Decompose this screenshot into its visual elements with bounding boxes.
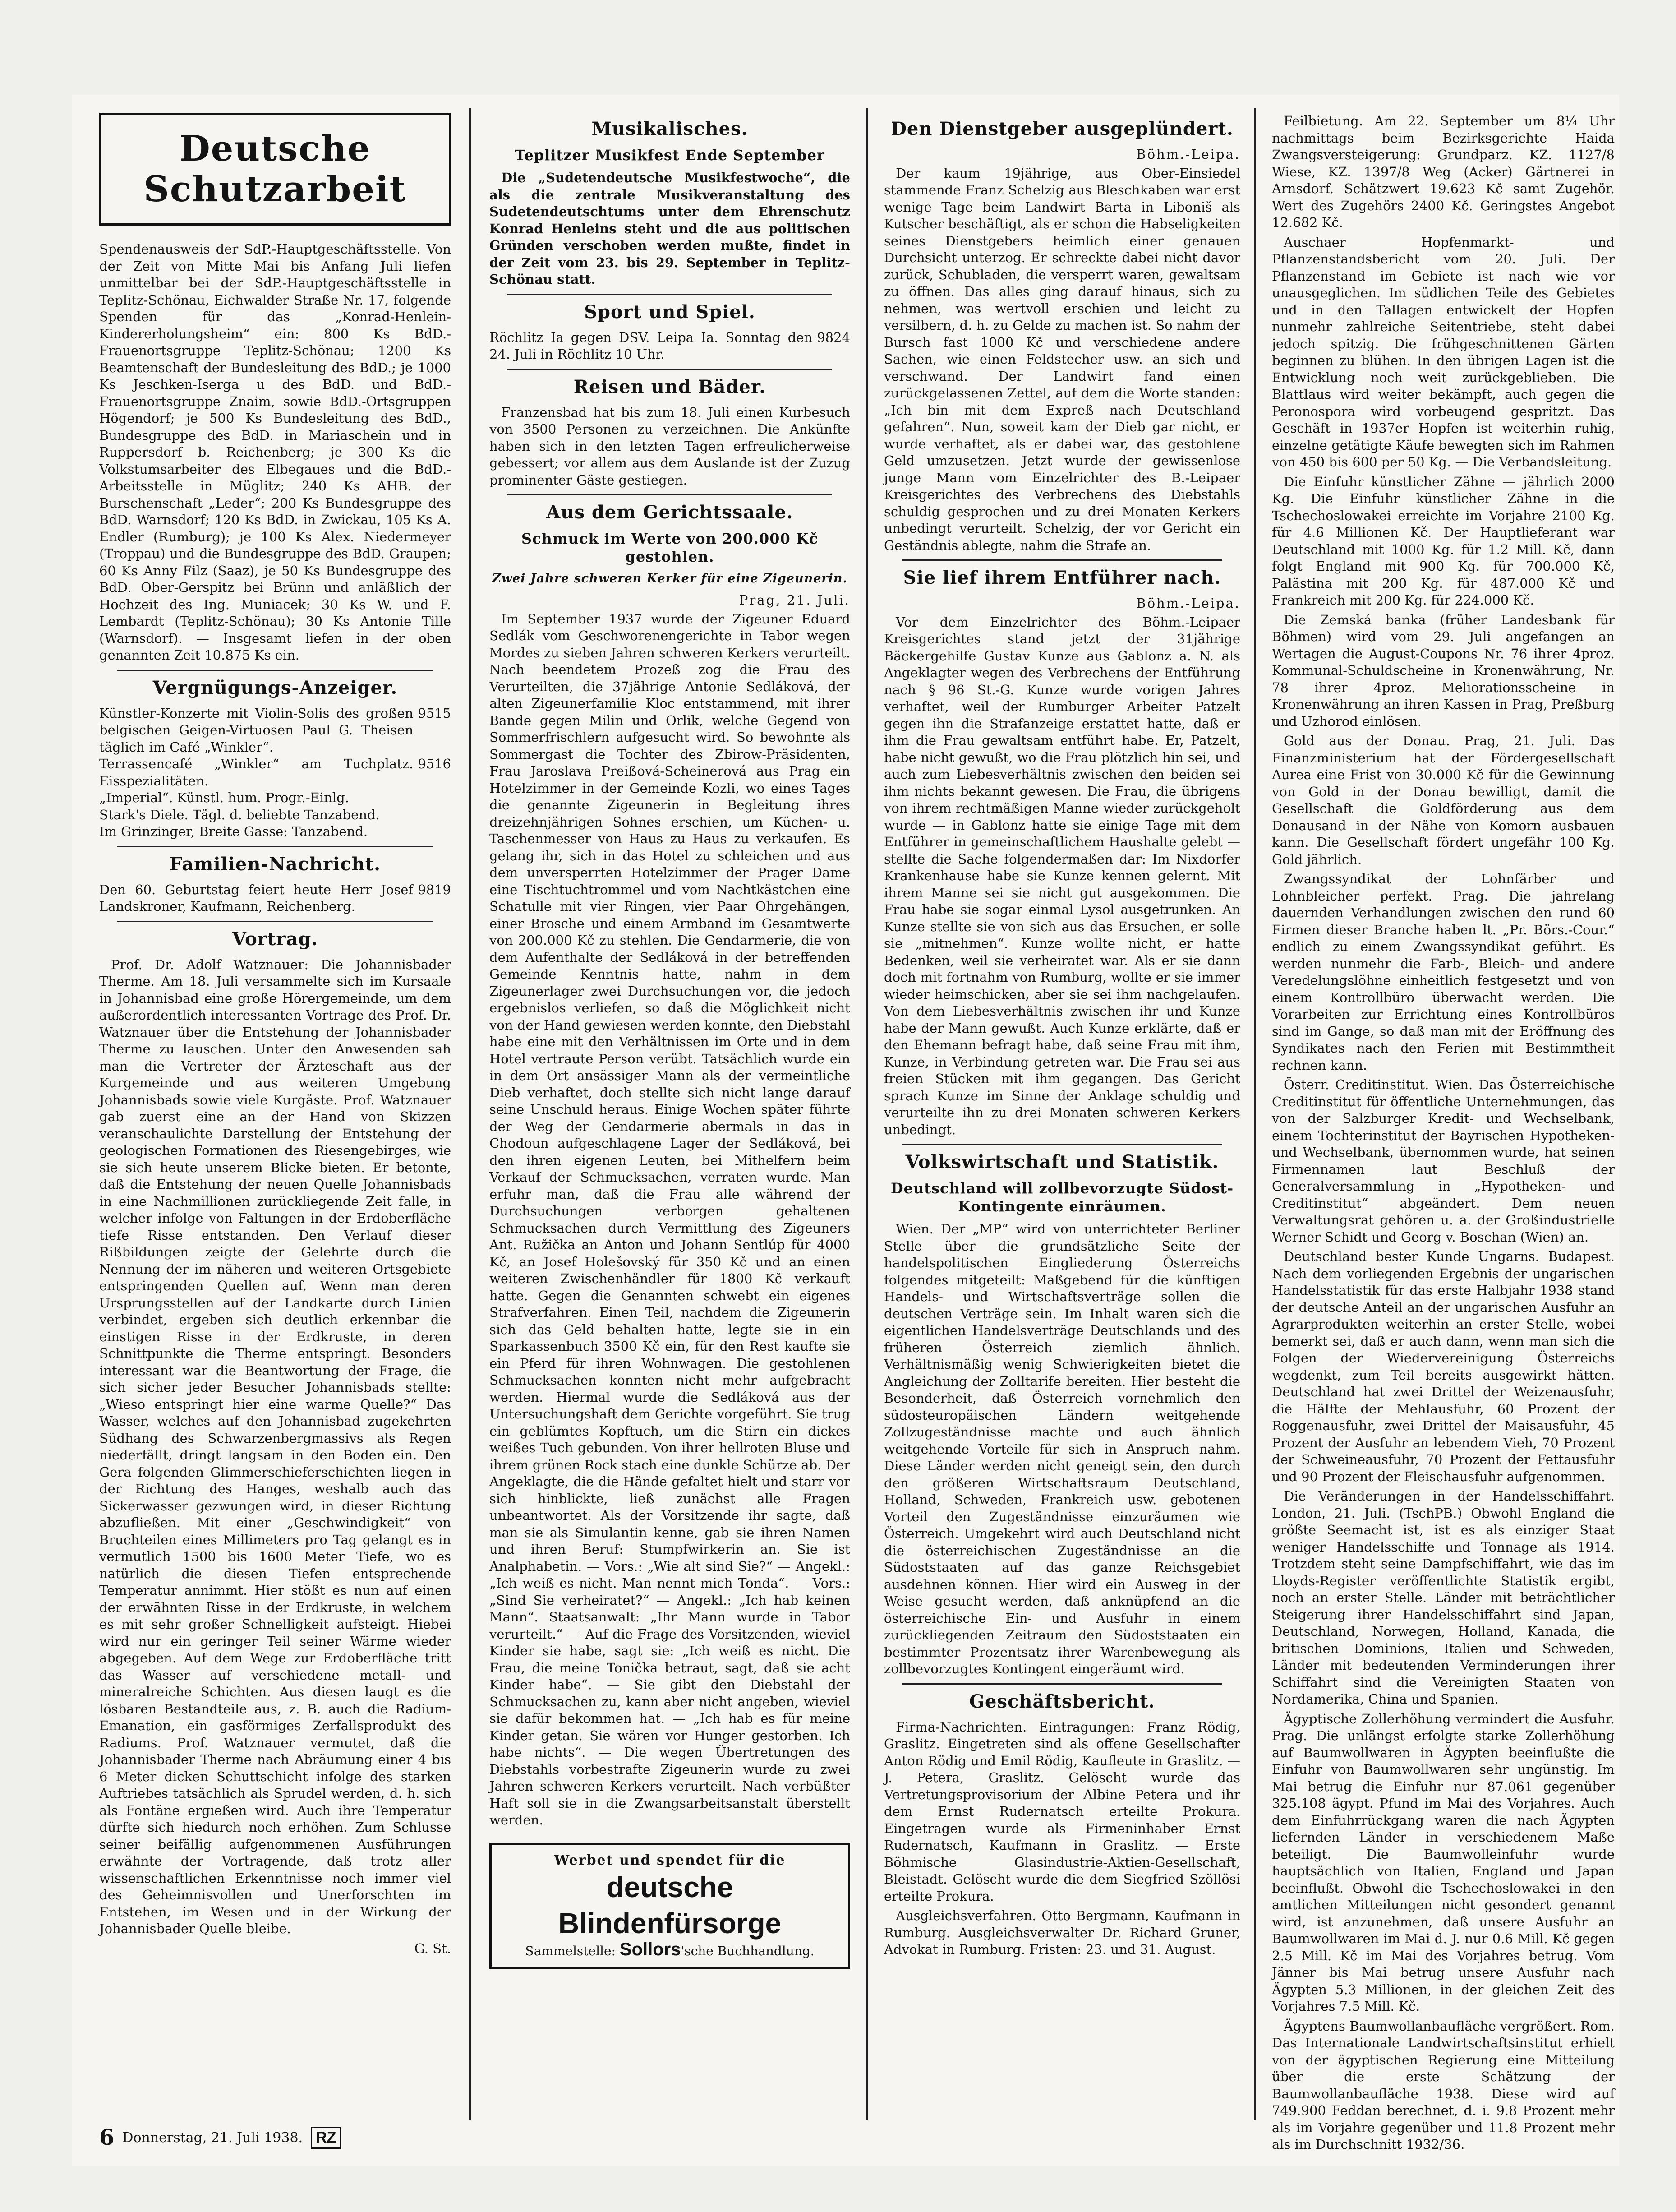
gericht-article: Im September 1937 wurde der Zigeuner Eduard Sedlák vom Geschworenengerichte in Tabor wegen Mordes zu sieben Jahren schweren Kerkers verurteilt. Nach beendetem Prozeß zog die Frau des Verurteilten, die 37jährige Antonie Sedláková, der alten Zigeunerfamilie Kloc entstammend, mit ihrer Bande gegen Milin und Orlik, welche Gegend von Sommerfrischlern aufgesucht wird. So bewohnte als Sommergast die Tochter des Zbirow-Präsidenten, Frau Jaroslava Preißová-Scheinerová aus Prag ein Hotelzimmer in der Gemeinde Kozli, wo eines Tages die genannte Zigeunerin in Begleitung ihres dreizehnjährigen Sohnes erschien, um Küchen- u. Taschenmesser von Haus zu Haus zu verkaufen. Es gelang ihr, sich in das Hotel zu schleichen und aus dem unversperrten Hotelzimmer der Prager Dame eine Tischtuchtrommel und vom Nachtkästchen eine Schatulle mit vier Ringen, vier Paar Ohrgehängen, einer Brosche und einem Armband im Gesamtwerte von 200.000 Kč zu stehlen. Die Gendarmerie, die von dem Aufenthalte der Sedláková in der betreffenden Gemeinde Kenntnis hatte, nahm in dem Zigeunerlager zwei Durchsuchungen vor, die jedoch ergebnislos verliefen, so daß die Möglichkeit nicht von der Hand gewiesen werden konnte, den Diebstahl habe eine mit den Verhältnissen im Orte und in dem Hotel vertraute Person verübt. Tatsächlich wurde ein in dem Ort ansässiger Mann als der vermeintliche Dieb verhaftet, doch stellte sich nicht lange darauf seine Unschuld heraus. Einige Wochen später führte der Weg der Gendarmerie abermals in das in Chodoun aufgeschlagene Lager der Sedláková, bei den ihren eigenen Leuten, bei Mithelfern beim Verkauf der Schmucksachen, verraten wurde. Man erfuhr man, daß die Frau alle während der Durchsuchungen verborgen gehaltenen Schmucksachen durch Vermittlung des Zigeuners Ant. Ružička an Anton und Johann Sentlúp für 4000 Kč, an Josef Holešovský für 350 Kč und an einen weiteren Zwischenhändler für 1800 Kč verkauft hatte. Gegen die Genannten schwebt ein eigenes Strafverfahren. Einen Teil, nachdem die Zigeunerin sich das Geld behalten hatte, legte sie in ein Sparkassenbuch 3500 Kč ein, für den Rest kaufte sie ein Pferd für ihren Wohnwagen. Die gestohlenen Schmucksachen konnten nicht mehr aufgebracht werden. Hiermal wurde die Sedláková aus der Untersuchungshaft dem Gerichte vorgeführt. Sie trug ein geblümtes Kopftuch, um die Stirn ein dickes weißes Tuch gebunden. Von ihrer hellroten Bluse und ihrem grünen Rock stach eine dunkle Schürze ab. Der Angeklagte, die die Hände gefaltet hielt und starr vor sich hinblickte, ließ zunächst alle Fragen unbeantwortet. Als der Vorsitzende ihr sagte, daß man sie als Simulantin kenne, gab sie ihren Namen und ihren Beruf: Stumpfwirkerin an. Sie ist Analphabetin. — Vors.: „Wie alt sind Sie?“ — Angekl.: „Ich weiß es nicht. Man nennt mich Tonda“. — Vors.: „Sind Sie verheiratet?“ — Angekl.: „Ich hab keinen Mann“. Staatsanwalt: „Ihr Mann wurde in Tabor verurteilt.“ — Auf die Frage des Vorsitzenden, wieviel Kinder sie habe, sagt sie: „Ich weiß es nicht. Die Frau, die meine Tonička betraut, sagt, daß sie acht Kinder habe“. — Sie gibt den Diebstahl der Schmucksachen zu, kann aber nicht angeben, wieviel sie dafür bekommen hat. — „Ich hab es für meine Kinder getan. Sie wären vor Hunger gestorben. Ich habe nichts“. — Die wegen Übertretungen des Diebstahls vorbestrafte Zigeunerin wurde zu zwei Jahren schweren Kerkers verurteilt. Nach verbüßter Haft soll sie in die Zwangsarbeitsanstalt überstellt werden.	[489, 611, 850, 1828]
news-item: Die Einfuhr künstlicher Zähne — jährlich 2000 Kg. Die Einfuhr künstlicher Zähne in die Tschechoslowakei erreichte im Vorjahre 2100 Kg. für 4.6 Millionen Kč. Der Hauptlieferant war Deutschland mit 1000 Kg. für 1.2 Mill. Kč, dann folgt England mit 900 Kg. für 700.000 Kč, Palästina mit 200 Kg. für 487.000 Kč und Frankreich mit 200 Kg. für 224.000 Kč.	[1272, 474, 1615, 608]
page-footer	[99, 2125, 451, 2150]
vortrag-signature: G. St.	[414, 1940, 451, 1956]
musik-heading: Musikalisches.	[591, 118, 748, 139]
familien-number: 9819	[418, 882, 451, 897]
reisen-heading: Reisen und Bäder.	[573, 376, 766, 397]
news-item: Ägyptische Zollerhöhung vermindert die Ausfuhr. Prag. Die unlängst erfolgte starke Zollerhöhung auf Baumwollwaren in Ägypten beeinflußte die Einfuhr von Baumwollwaren sehr ungünstig. Im Mai betrug die Einfuhr nur 87.061 gegenüber 325.108 ägypt. Pfund im Mai des Vorjahres. Auch dem Einfuhrrückgang waren die nach Ägypten liefernden Länder in verschiedenem Maße beteiligt. Die Baumwolleinfuhr wurde hauptsächlich von Italien, England und Japan beeinflußt. Obwohl die Tschechoslowakei in den amtlichen Mitteilungen nicht gesondert genannt wird, ist anzunehmen, daß unsere Ausfuhr an Baumwollwaren im Mai d. J. nur 0.6 Mill. Kč gegen 2.5 Mill. Kč im Mai des Vorjahres betrug. Vom Jänner bis Mai betrug unsere Ausfuhr nach Ägypten 5.3 Millionen, in der gleichen Zeit des Vorjahres 7.5 Mill. Kč.	[1272, 1711, 1615, 2014]
entfuehrer-heading: Sie lief ihrem Entführer nach.	[903, 567, 1221, 588]
news-item: Feilbietung. Am 22. September um 8¼ Uhr nachmittags beim Bezirksgerichte Haida Zwangsversteigerung: Grundparz. KZ. 1127/8 Wiese, KZ. 1397/8 Weg (Acker) Gärtnerei in Arnsdorf. Schätzwert 19.623 Kč samt Zugehör. Wert des Zugehörs 2400 Kč. Geringstes Angebot 12.682 Kč.	[1272, 113, 1615, 230]
ad-text: „Imperial“. Künstl. hum. Progr.-Einlg.	[99, 790, 349, 805]
news-item: Ägyptens Baumwollanbaufläche vergrößert. Rom. Das Internationale Landwirtschaftsinstitut erhielt von der ägyptischen Regierung eine Mitteilung über die erste Schätzung der Baumwollanbaufläche 1938. Diese wird auf 749.900 Feddan berechnet, d. i. 9.8 Prozent mehr als im Vorjahre gegenüber und 11.8 Prozent mehr als im Durchschnitt 1932/36.	[1272, 2018, 1615, 2152]
ad-number	[447, 807, 451, 824]
ad-list	[99, 705, 451, 840]
geschaeftsbericht-heading: Geschäftsbericht.	[969, 1690, 1156, 1712]
ad-item	[99, 807, 451, 824]
divider	[117, 670, 433, 671]
musik-subheading: Teplitzer Musikfest Ende September	[515, 147, 825, 164]
ad-item	[99, 823, 451, 840]
news-item: Die Veränderungen in der Handelsschiffahrt. London, 21. Juli. (TschPB.) Obwohl England die größte Seemacht ist, ist es als einziger Staat weniger Handelsschiffe und Tonnage als 1914. Trotzdem steht seine Dampfschiffahrt, wie das im Lloyds-Register veröffentlichte Statistik ergibt, noch an erster Stelle. Länder mit beträchtlicher Steigerung ihrer Handelsschiffahrt sind Japan, Deutschland, Norwegen, Holland, Kanada, die britischen Dominions, Italien und Schweden, Länder mit bedeutenden Verminderungen ihrer Schiffahrt sind die Vereinigten Staaten von Nordamerika, China und Spanien.	[1272, 1488, 1615, 1707]
reisen-article: Franzensbad hat bis zum 18. Juli einen Kurbesuch von 3500 Personen zu verzeichnen. Die Ankünfte haben sich in den letzten Tagen erfreulicherweise gebessert; vor allem aus dem Auslande ist der Zuzug prominenter Gäste gestiegen.	[489, 404, 850, 488]
ad-text: Im Grinzinger, Breite Gasse: Tanzabend.	[99, 824, 368, 839]
entfuehrer-article: Vor dem Einzelrichter des Böhm.-Leipaer Kreisgerichtes stand jetzt der 31jährige Bäckergehilfe Gustav Kunze aus Gablonz a. N. als Angeklagter wegen des Verbrechens der Entführung nach § 96 St.-G. Kunze wurde vorigen Jahres verhaftet, weil der Rumburger Arbeiter Patzelt gegen ihn die Strafanzeige erstattet hatte, daß er ihm die Frau gewaltsam entführt habe. Er, Patzelt, habe nicht gewußt, wo die Frau plötzlich hin sei, und auch zum Liebesverhältnis zwischen den beiden sei ihm nichts bekannt gewesen. Die Frau, die übrigens von ihrem rechtmäßigen Manne wieder zurückgeholt wurde — in Gablonz hatte sie einige Tage mit dem Entführer in gemeinschaftlichem Haushalte gelebt — stellte die Sache folgendermaßen dar: Im Nixdorfer Krankenhause habe sie Kunze kennen gelernt. Mit ihrem Manne sei sie nicht gut ausgekommen. Die Frau habe sie sogar einmal Lysol ausgetrunken. An Kunze stellte sie von sich aus das Ersuchen, er solle sie „mitnehmen“. Kunze wollte nicht, er hatte Bedenken, weil sie verheiratet war. Als er sie dann doch mit fortnahm von Rumburg, wollte er sie immer wieder heimschicken, aber sie sei ihm nachgelaufen. Von dem Liebesverhältnis zwischen ihr und Kunze habe der Mann gewußt. Auch Kunze erklärte, daß er den Ehemann befragt habe, daß seine Frau mit ihm, Kunze, in Verbindung getreten war. Die Frau sei aus freien Stücken mit ihm gegangen. Das Gericht sprach Kunze im Sinne der Anklage schuldig und verurteilte ihn zu drei Monaten schweren Kerkers unbedingt.	[884, 614, 1240, 1137]
ad-number: 9515	[418, 705, 451, 721]
divider	[507, 494, 832, 495]
divider	[902, 1683, 1222, 1685]
ad-item	[99, 705, 451, 756]
page-number: 6	[99, 2125, 115, 2150]
familien-heading: Familien-Nachricht.	[169, 853, 381, 875]
section-masthead: Deutsche Schutzarbeit	[99, 113, 451, 226]
ad-number: 9516	[418, 756, 451, 771]
ad-sollors: Sollors	[619, 1939, 681, 1959]
musik-article: Die „Sudetendeutsche Musikfestwoche“, die als die zentrale Musikveranstaltung des Sudetendeutschtums unter dem Ehrenschutz Konrad Henleins steht und die aus politischen Gründen verschoben werden mußte, findet in der Zeit vom 23. bis 29. September in Teplitz-Schönau statt.	[489, 170, 850, 287]
vergnuegungs-heading: Vergnügungs-Anzeiger.	[152, 677, 398, 698]
news-item: Österr. Creditinstitut. Wien. Das Österreichische Creditinstitut für öffentliche Unternehmungen, das von der Salzburger Kredit- und Wechselbank, einem Tochterinstitut der Bayrischen Hypotheken- und Wechselbank, übernommen wurde, hat seinen Firmennamen laut Beschluß der Generalversammlung in „Hypotheken- und Creditinstitut“ abgeändert. Dem neuen Verwaltungsrat gehören u. a. der Großindustrielle Werner Schidt und Georg v. Boschan (Wien) an.	[1272, 1077, 1615, 1245]
ad-number	[447, 823, 451, 840]
familien-text: Den 60. Geburtstag feiert heute Herr Josef Landskroner, Kaufmann, Reichenberg.	[99, 882, 414, 914]
news-item: Zwangssyndikat der Lohnfärber und Lohnbleicher perfekt. Prag. Die jahrelang dauernden Verhandlungen zwischen den rund 60 Firmen dieser Branche haben lt. „Pr. Börs.-Cour.“ endlich zu einem Zwangssyndikat geführt. Es werden nunmehr die Farb-, Bleich- und andere Veredelungslöhne einheitlich festgesetzt und von einem Kontrollbüro überwacht werden. Die Vorarbeiten zur Errichtung eines Kontrollbüros sind im Gange, so daß man mit der Eröffnung des Syndikates nach den Ferien mit Bestimmtheit rechnen kann.	[1272, 871, 1615, 1073]
volkswirtschaft-article: Wien. Der „MP“ wird von unterrichteter Berliner Stelle über die grundsätzliche Seite der handelspolitischen Eingliederung Österreichs folgendes mitgeteilt: Maßgebend für die künftigen Handels- und Wirtschaftsverträge sollen die deutschen Verträge sein. Im Inhalt waren sich die eigentlichen Handelsverträge Deutschlands und des früheren Österreich ziemlich ähnlich. Verhältnismäßig wenig Schwierigkeiten bietet die Angleichung der Zolltarife bereiten. Hier besteht die Besonderheit, daß Österreich vornehmlich den südosteuropäischen Ländern weitgehende Zollzugeständnisse machte und auch ähnlich weitgehende Vorteile für sich in Anspruch nahm. Diese Länder werden nicht geneigt sein, den durch den größeren Wirtschaftsraum Deutschland, Holland, Schweden, Frankreich usw. gebotenen Vorteil den Zugeständnisse einzuräumen wie Österreich. Umgekehrt wird auch Deutschland nicht die österreichischen Zugeständnisse an die Südoststaaten auf das ganze Reichsgebiet ausdehnen können. Hier wird ein Ausweg in der Weise gesucht werden, daß anknüpfend an die österreichische Ein- und Ausfuhr in einem zurückliegenden Zeitraum den Südoststaaten ein bestimmter Prozentsatz ihrer Warenbewegung als zollbevorzugtes Kontingent eingeräumt wird.	[884, 1221, 1240, 1676]
divider	[117, 846, 433, 847]
news-item: Auschaer Hopfenmarkt- und Pflanzenstandsbericht vom 20. Juli. Der Pflanzenstand im Gebiete ist nach wie vor unausgeglichen. Im südlichen Teile des Gebietes und in den Tallagen entwickelt der Hopfen nunmehr zahlreiche Seitentriebe, steht dabei jedoch spitzig. Die frühgeschnittenen Gärten beginnen zu blühen. In den übrigen Lagen ist die Entwicklung noch weit zurückgeblieben. Die Blattlaus wird weiter bekämpft, auch gegen die Peronospora wird vorbeugend gespritzt. Das Geschäft in 1937er Hopfen ist weiterhin ruhig, einzelne getätigte Käufe bewegten sich im Rahmen von 450 bis 600 per 50 Kg. — Die Verbandsleitung.	[1272, 234, 1615, 470]
divider	[902, 559, 1222, 561]
news-item: Gold aus der Donau. Prag, 21. Juli. Das Finanzministerium hat der Fördergesellschaft Aurea eine Frist von 30.000 Kč für die Gewinnung von Gold in der Donau bewilligt, damit die Gesellschaft die Goldförderung aus dem Donausand in der Nähe von Komorn ausbauen kann. Die Gesellschaft fördert ungefähr 100 Kg. Gold jährlich.	[1272, 733, 1615, 867]
ad-item	[99, 790, 451, 807]
gericht-heading: Aus dem Gerichtssaale.	[546, 502, 793, 523]
firma-nachrichten: Firma-Nachrichten. Eintragungen: Franz Rödig, Graslitz. Eingetreten sind als offene Gesellschafter Anton Rödig und Emil Rödig, Kaufleute in Graslitz. — J. Petera, Graslitz. Gelöscht wurde das Vertretungsprovisorium der Albine Petera und ihr dem Ernst Rudernatsch erteilte Prokura. Eingetragen wurde als Firmeninhaber Ernst Rudernatsch, Kaufmann in Graslitz. — Erste Böhmische Glasindustrie-Aktien-Gesellschaft, Bleistadt. Gelöscht wurde die dem Siegfried Szöllösi erteilte Prokura.	[884, 1719, 1240, 1904]
familien-notice	[99, 882, 451, 915]
dienstgeber-heading: Den Dienstgeber ausgeplündert.	[891, 118, 1234, 139]
ad-item	[99, 756, 451, 790]
gericht-headline: Schmuck im Werte von 200.000 Kč gestohlen.	[521, 530, 819, 565]
divider	[902, 1144, 1222, 1145]
column-divider	[1254, 108, 1256, 2120]
column-2	[489, 113, 850, 2111]
gericht-subheadline: Zwei Jahre schweren Kerker für eine Zigeunerin.	[492, 572, 847, 586]
column-4	[1272, 113, 1615, 2152]
column-divider	[866, 108, 868, 2120]
divider	[507, 369, 832, 370]
dienstgeber-article: Der kaum 19jährige, aus Ober-Einsiedel stammende Franz Schelzig aus Bleschkaben war erst wenige Tage beim Landwirt Barta in Liboniš als Kutscher beschäftigt, als er schon die Habseligkeiten seines Dienstgebers heimlich einer genauen Durchsicht unterzog. Er schreckte dabei nicht davor zurück, Schubladen, die versperrt waren, gewaltsam zu öffnen. Das alles ging darauf hinaus, sich zu nehmen, was wertvoll erschien und leicht zu versilbern, d. h. zu Gelde zu machen ist. So nahm der Bursch fast 1000 Kč und verschiedene andere Sachen, wie einen Feldstecher usw. an sich und verschwand. Der Landwirt fand einen zurückgelassenen Zettel, auf dem die Worte standen: „Ich bin mit dem Expreß nach Deutschland gefahren“. Nun, soweit kam der Dieb gar nicht, er wurde verhaftet, als er dabei war, das gestohlene Geld umzusetzen. Jetzt wurde der gewissenlose junge Mann vom Einzelrichter des B.-Leipaer Kreisgerichtes des Verbrechens des Diebstahls schuldig gesprochen und zu drei Monaten Kerkers unbedingt verurteilt. Schelzig, der vor Gericht ein Geständnis ablegte, nahm die Strafe an.	[884, 165, 1240, 553]
divider	[507, 294, 832, 295]
ad-line-1: Werbet und spendet für die	[554, 1852, 786, 1868]
publisher-logo: RZ	[311, 2127, 341, 2149]
blindenfuersorge-ad	[489, 1843, 850, 1969]
volkswirtschaft-headline: Deutschland will zollbevorzugte Südost-Kontingente einräumen.	[890, 1180, 1234, 1215]
ad-number	[447, 790, 451, 807]
sport-number: 9824	[817, 329, 850, 345]
vortrag-article: Prof. Dr. Adolf Watznauer: Die Johannisbader Therme. Am 18. Juli versammelte sich im Kursaale in Johannisbad eine große Hörergemeinde, um dem außerordentlich interessanten Vortrage des Prof. Dr. Watznauer über die Entstehung der Johannisbader Therme zu lauschen. Unter den Anwesenden sah man die Vertreter der Ärzteschaft aus der Kurgemeinde und aus weiteren Umgebung Johannisbads sowie viele Kurgäste. Prof. Watznauer gab zuerst eine an der Hand von Skizzen veranschaulichte Darstellung der Entstehung der geologischen Formationen des Riesengebirges, wie sie sich heute unserem Blicke bieten. Er betonte, daß die Entstehung der neuen Quelle Johannisbads in eine Nachmillionen zurückliegende Zeit falle, in welcher infolge von Faltungen in der Erdoberfläche tiefe Risse entstanden. Den Verlauf dieser Rißbildungen zeigte der Gelehrte durch die Nennung der im näheren und weiteren Ortsgebiete entspringenden Quellen auf. Wenn man deren Ursprungsstellen auf der Landkarte durch Linien verbindet, ergeben sich deutlich erkennbar die einstigen Risse in der Erdkruste, in deren Schnittpunkte die Therme entspringt. Besonders interessant war die Beantwortung der Frage, die sich sicher jeder Besucher Johannisbads stellte: „Wieso entspringt hier eine warme Quelle?“ Das Wasser, welches auf den Johannisbad zugekehrten Südhang des Schwarzenbergmassivs als Regen niederfällt, dringt langsam in den Boden ein. Den Gera folgenden Glimmerschieferschichten liegen in der Richtung des Hanges, weshalb auch das Sickerwasser gezwungen wird, in dieser Richtung abzufließen. Mit einer „Geschwindigkeit“ von Bruchteilen eines Millimeters pro Tag gelangt es in vermutlich 1500 bis 1600 Meter Tiefe, wo es natürlich die diesen Tiefen entsprechende Temperatur annimmt. Hier stößt es nun auf einen der erwähnten Risse in der Erdkruste, in welchem es mit sehr großer Schnelligkeit aufsteigt. Hiebei wird nur ein geringer Teil seiner Wärme wieder abgegeben. Auf dem Wege zur Erdoberfläche tritt das Wasser auf verschiedene metall- und mineralreiche Schichten. Aus diesen laugt es die lösbaren Bestandteile aus, z. B. auch die Radium-Emanation, ein gasförmiges Zerfallsprodukt des Radiums. Prof. Watznauer vermutet, daß die Johannisbader Therme nach Abräumung einer 4 bis 6 Meter dicken Schuttschicht infolge des starken Auftriebes tatsächlich als Sprudel werden, d. h. sich als Fontäne ergießen wird. Auch ihre Temperatur dürfte sich hiedurch noch erhöhen. Zum Schlusse seiner beifällig aufgenommenen Ausführungen erwähnte der Vortragende, daß trotz aller wissenschaftlichen Erkenntnisse noch immer viel des Geheimnisvollen und Unerforschten im Entstehen, im Wesen und in der Wirkung der Johannisbader Quelle bleibe.	[99, 956, 451, 1936]
ad-sammelstelle: Sammelstelle:	[525, 1943, 616, 1958]
issue-date: Donnerstag, 21. Juli 1938.	[122, 2129, 303, 2146]
column-1	[99, 113, 451, 2111]
sport-notice	[489, 329, 850, 363]
dateline: Böhm.-Leipa.	[1136, 147, 1240, 162]
news-item: Die Zemská banka (früher Landesbank für Böhmen) wird vom 29. Juli angefangen an Wertagen die August-Coupons Nr. 76 ihrer 4proz. Kommunal-Schuldscheine in Kronenwährung, Nr. 78 ihrer 4proz. Meliorationsscheine in Kronenwährung an ihren Kassen in Prag, Preßburg und Uzhorod einlösen.	[1272, 612, 1615, 729]
ausgleichsverfahren: Ausgleichsverfahren. Otto Bergmann, Kaufmann in Rumburg. Ausgleichsverwalter Dr. Richard Gruner, Advokat in Rumburg. Fristen: 23. und 31. August.	[884, 1908, 1240, 1957]
ad-line-2: deutsche Blindenfürsorge	[558, 1870, 782, 1940]
spenden-article: Spendenausweis der SdP.-Hauptgeschäftsstelle. Von der Zeit von Mitte Mai bis Anfang Juli liefen unmittelbar bei der SdP.-Hauptgeschäftsstelle in Teplitz-Schönau, Eichwalder Straße Nr. 17, folgende Spenden für das „Konrad-Henlein-Kindererholungsheim“ ein: 800 Ks BdD.-Frauenortsgruppe Teplitz-Schönau; 1200 Ks Beamtenschaft der Bundesleitung des BdD.; je 1000 Ks Jeschken-Iserga u des BdD. und BdD.-Frauenortsgruppe Znaim, sowie BdD.-Ortsgruppen Högendorf; je 500 Ks Bundesleitung des BdD., Bundesgruppe des BdD. in Mariaschein und in Ruppersdorf b. Reichenberg; je 300 Ks die Volkstumsarbeiter des Elbegaues und die BdD.-Arbeitsstelle in Müglitz; 240 Ks AHB. der Burschenschaft „Leder“; 200 Ks Bundesgruppe des BdD. Warnsdorf; 120 Ks BdD. in Zwickau, 105 Ks A. Endler (Rumburg); je 100 Ks Alex. Niedermeyer (Troppau) und die Bundesgruppe des BdD. Graupen; 60 Ks Anny Filz (Saaz), je 50 Ks Bundesgruppe des BdD. Ober-Gerspitz bei Brünn und anläßlich der Hochzeit des Ing. Muniacek; 30 Ks W. und F. Lembardt (Teplitz-Schönau); 30 Ks Antonie Tille (Warnsdorf). — Insgesamt liefen in der oben genannten Zeit 10.875 Ks ein.	[99, 241, 451, 663]
ad-text: Künstler-Konzerte mit Violin-Solis des großen belgischen Geigen-Virtuosen Paul G. Theisen täglich im Café „Winkler“.	[99, 705, 414, 755]
divider	[117, 921, 433, 922]
ad-line-3	[501, 1941, 839, 1959]
ad-text: Stark's Diele. Tägl. d. beliebte Tanzabend.	[99, 807, 380, 822]
vortrag-heading: Vortrag.	[232, 928, 318, 950]
sport-heading: Sport und Spiel.	[584, 301, 755, 323]
news-item: Deutschland bester Kunde Ungarns. Budapest. Nach dem vorliegenden Ergebnis der ungarischen Handelsstatistik für das erste Halbjahr 1938 stand der deutsche Anteil an der ungarischen Ausfuhr an Agrarprodukten weiterhin an erster Stelle, wobei bemerkt sei, daß er auch dann, wenn man sich die Folgen der Wiedervereinigung Österreichs wegdenkt, zum Teil bereits ausgewirkt hätten. Deutschland hat zwei Drittel der Weizenausfuhr, die Hälfte der Mehlausfuhr, 60 Prozent der Roggenausfuhr, zwei Drittel der Maisausfuhr, 45 Prozent der Ausfuhr an lebendem Vieh, 70 Prozent der Schweineausfuhr, 70 Prozent der Fettausfuhr und 90 Prozent der Fleischausfuhr aufgenommen.	[1272, 1249, 1615, 1484]
dateline: Prag, 21. Juli.	[739, 592, 850, 608]
ad-buchhandlung: 'sche Buchhandlung.	[681, 1943, 815, 1958]
ad-text: Terrassencafé „Winkler“ am Tuchplatz. Eisspezialitäten.	[99, 756, 414, 789]
volkswirtschaft-heading: Volkswirtschaft und Statistik.	[905, 1151, 1219, 1173]
sport-text: Röchlitz Ia gegen DSV. Leipa Ia. Sonntag den 24. Juli in Röchlitz 10 Uhr.	[489, 329, 813, 362]
column-3	[884, 113, 1240, 2111]
dateline: Böhm.-Leipa.	[1136, 596, 1240, 611]
column-divider	[469, 108, 471, 2120]
newspaper-page	[72, 95, 1619, 2166]
